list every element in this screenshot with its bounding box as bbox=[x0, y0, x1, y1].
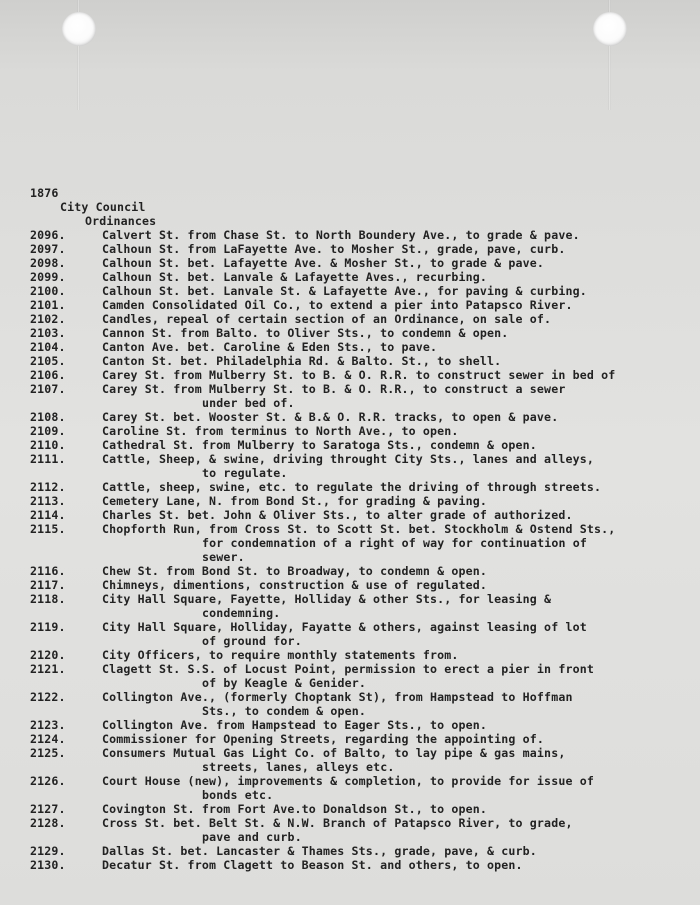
entry-row bbox=[30, 270, 692, 284]
entry-continuation-line: sewer. bbox=[202, 550, 245, 564]
entry-number: 2125. bbox=[30, 746, 66, 760]
entry-line: Carey St. from Mulberry St. to B. & O. R.R., to construct a sewer bbox=[102, 382, 566, 396]
entry-number: 2127. bbox=[30, 802, 66, 816]
entry-row bbox=[30, 578, 692, 592]
entry-number: 2113. bbox=[30, 494, 66, 508]
entry-row bbox=[30, 312, 692, 326]
entry-row bbox=[30, 746, 692, 774]
entry-row bbox=[30, 256, 692, 270]
entry-line: Cattle, sheep, swine, etc. to regulate the driving of through streets. bbox=[102, 480, 602, 494]
entry-row bbox=[30, 564, 692, 578]
entry-continuation-line: to regulate. bbox=[202, 466, 288, 480]
entry-number: 2098. bbox=[30, 256, 66, 270]
entry-line: Calvert St. from Chase St. to North Boundery Ave., to grade & pave. bbox=[102, 228, 580, 242]
entry-line: Covington St. from Fort Ave.to Donaldson St., to open. bbox=[102, 802, 488, 816]
entry-line: Calhoun St. bet. Lanvale St. & Lafayette Ave., for paving & curbing. bbox=[102, 284, 587, 298]
entry-number: 2100. bbox=[30, 284, 66, 298]
entry-line: Candles, repeal of certain section of an Ordinance, on sale of. bbox=[102, 312, 552, 326]
entry-number: 2116. bbox=[30, 564, 66, 578]
ordinance-index bbox=[30, 186, 692, 872]
entry-line: Cannon St. from Balto. to Oliver Sts., to condemn & open. bbox=[102, 326, 509, 340]
entry-number: 2121. bbox=[30, 662, 66, 676]
entry-row bbox=[30, 690, 692, 718]
entry-continuation-line: of by Keagle & Genider. bbox=[202, 676, 366, 690]
entry-line: Commissioner for Opening Streets, regarding the appointing of. bbox=[102, 732, 545, 746]
entry-text bbox=[102, 228, 692, 242]
entry-text bbox=[102, 802, 692, 816]
entry-text bbox=[102, 578, 692, 592]
entry-text bbox=[102, 480, 692, 494]
entry-number: 2109. bbox=[30, 424, 66, 438]
entry-number: 2120. bbox=[30, 648, 66, 662]
ordinances-heading: Ordinances bbox=[85, 214, 157, 228]
entry-row bbox=[30, 620, 692, 648]
year-heading: 1876 bbox=[30, 186, 59, 200]
entry-line: Chopforth Run, from Cross St. to Scott St. bet. Stockholm & Ostend Sts., bbox=[102, 522, 616, 536]
entry-line: Carey St. from Mulberry St. to B. & O. R.R. to construct sewer in bed of bbox=[102, 368, 616, 382]
entry-text bbox=[102, 858, 692, 872]
entry-line: Dallas St. bet. Lancaster & Thames Sts., grade, pave, & curb. bbox=[102, 844, 537, 858]
entry-number: 2110. bbox=[30, 438, 66, 452]
entry-line: Collington Ave. from Hampstead to Eager Sts., to open. bbox=[102, 718, 488, 732]
entry-number: 2097. bbox=[30, 242, 66, 256]
entry-line: Calhoun St. from LaFayette Ave. to Mosher St., grade, pave, curb. bbox=[102, 242, 566, 256]
entry-text bbox=[102, 648, 692, 662]
entry-number: 2130. bbox=[30, 858, 66, 872]
entry-line: Court House (new), improvements & completion, to provide for issue of bbox=[102, 774, 594, 788]
entry-row bbox=[30, 298, 692, 312]
entry-row bbox=[30, 844, 692, 858]
entry-row bbox=[30, 802, 692, 816]
entry-continuation-line: of ground for. bbox=[202, 634, 302, 648]
entry-line: Consumers Mutual Gas Light Co. of Balto, to lay pipe & gas mains, bbox=[102, 746, 566, 760]
entry-number: 2124. bbox=[30, 732, 66, 746]
entry-line: Cross St. bet. Belt St. & N.W. Branch of Patapsco River, to grade, bbox=[102, 816, 573, 830]
entry-line: City Officers, to require monthly statements from. bbox=[102, 648, 459, 662]
entry-number: 2114. bbox=[30, 508, 66, 522]
entry-text bbox=[102, 368, 692, 382]
entry-line: Decatur St. from Clagett to Beason St. and others, to open. bbox=[102, 858, 523, 872]
entry-number: 2123. bbox=[30, 718, 66, 732]
entry-continuation-line: condemning. bbox=[202, 606, 281, 620]
entry-line: Clagett St. S.S. of Locust Point, permission to erect a pier in front bbox=[102, 662, 594, 676]
entry-line: Cathedral St. from Mulberry to Saratoga Sts., condemn & open. bbox=[102, 438, 537, 452]
entry-line: Canton St. bet. Philadelphia Rd. & Balto. St., to shell. bbox=[102, 354, 502, 368]
entry-row bbox=[30, 522, 692, 564]
entry-continuation-line: streets, lanes, alleys etc. bbox=[202, 760, 395, 774]
entry-number: 2108. bbox=[30, 410, 66, 424]
entry-row bbox=[30, 424, 692, 438]
entry-row bbox=[30, 648, 692, 662]
entry-text bbox=[102, 844, 692, 858]
entry-row bbox=[30, 228, 692, 242]
entry-text bbox=[102, 340, 692, 354]
entry-line: Chimneys, dimentions, construction & use of regulated. bbox=[102, 578, 488, 592]
entry-text bbox=[102, 620, 692, 648]
entry-text bbox=[102, 816, 692, 844]
entry-text bbox=[102, 592, 692, 620]
entry-text bbox=[102, 438, 692, 452]
entry-row bbox=[30, 382, 692, 410]
entry-row bbox=[30, 592, 692, 620]
entry-row bbox=[30, 494, 692, 508]
entry-number: 2104. bbox=[30, 340, 66, 354]
entry-text bbox=[102, 298, 692, 312]
entry-number: 2118. bbox=[30, 592, 66, 606]
entry-text bbox=[102, 732, 692, 746]
entry-row bbox=[30, 242, 692, 256]
council-heading: City Council bbox=[60, 200, 146, 214]
entry-line: Carey St. bet. Wooster St. & B.& O. R.R. tracks, to open & pave. bbox=[102, 410, 559, 424]
entry-text bbox=[102, 690, 692, 718]
entry-row bbox=[30, 284, 692, 298]
entry-text bbox=[102, 662, 692, 690]
entry-number: 2128. bbox=[30, 816, 66, 830]
entry-row bbox=[30, 340, 692, 354]
punch-hole-left bbox=[62, 12, 96, 46]
entry-row bbox=[30, 732, 692, 746]
entry-line: Camden Consolidated Oil Co., to extend a pier into Patapsco River. bbox=[102, 298, 573, 312]
punch-hole-right bbox=[593, 12, 627, 46]
entry-continuation-line: for condemnation of a right of way for continuation of bbox=[202, 536, 588, 550]
entry-number: 2106. bbox=[30, 368, 66, 382]
entry-line: City Hall Square, Holliday, Fayatte & others, against leasing of lot bbox=[102, 620, 587, 634]
entry-continuation-line: pave and curb. bbox=[202, 830, 302, 844]
entry-number: 2122. bbox=[30, 690, 66, 704]
entry-number: 2112. bbox=[30, 480, 66, 494]
entry-text bbox=[102, 382, 692, 410]
entry-number: 2107. bbox=[30, 382, 66, 396]
entry-line: Charles St. bet. John & Oliver Sts., to alter grade of authorized. bbox=[102, 508, 573, 522]
entry-text bbox=[102, 424, 692, 438]
entry-text bbox=[102, 746, 692, 774]
entry-text bbox=[102, 452, 692, 480]
entry-row bbox=[30, 326, 692, 340]
entry-line: Calhoun St. bet. Lanvale & Lafayette Aves., recurbing. bbox=[102, 270, 488, 284]
entry-number: 2129. bbox=[30, 844, 66, 858]
entry-row bbox=[30, 480, 692, 494]
entry-row bbox=[30, 718, 692, 732]
entry-row bbox=[30, 354, 692, 368]
entry-continuation-line: under bed of. bbox=[202, 396, 295, 410]
entry-text bbox=[102, 256, 692, 270]
entry-text bbox=[102, 312, 692, 326]
entry-number: 2099. bbox=[30, 270, 66, 284]
entry-row bbox=[30, 774, 692, 802]
entry-text bbox=[102, 494, 692, 508]
entry-number: 2101. bbox=[30, 298, 66, 312]
entry-number: 2119. bbox=[30, 620, 66, 634]
entry-row bbox=[30, 662, 692, 690]
entry-line: City Hall Square, Fayette, Holliday & other Sts., for leasing & bbox=[102, 592, 552, 606]
entry-number: 2096. bbox=[30, 228, 66, 242]
entry-number: 2126. bbox=[30, 774, 66, 788]
entry-line: Caroline St. from terminus to North Ave., to open. bbox=[102, 424, 459, 438]
entry-row bbox=[30, 508, 692, 522]
entry-text bbox=[102, 508, 692, 522]
entry-number: 2102. bbox=[30, 312, 66, 326]
entry-text bbox=[102, 354, 692, 368]
entry-line: Cattle, Sheep, & swine, driving throught City Sts., lanes and alleys, bbox=[102, 452, 594, 466]
entry-text bbox=[102, 522, 692, 564]
entry-number: 2115. bbox=[30, 522, 66, 536]
entry-line: Cemetery Lane, N. from Bond St., for grading & paving. bbox=[102, 494, 488, 508]
entry-number: 2111. bbox=[30, 452, 66, 466]
entry-text bbox=[102, 326, 692, 340]
entry-number: 2103. bbox=[30, 326, 66, 340]
entry-row bbox=[30, 410, 692, 424]
entry-row bbox=[30, 368, 692, 382]
entry-number: 2117. bbox=[30, 578, 66, 592]
entry-text bbox=[102, 270, 692, 284]
entry-text bbox=[102, 242, 692, 256]
entry-line: Canton Ave. bet. Caroline & Eden Sts., to pave. bbox=[102, 340, 438, 354]
entry-row bbox=[30, 438, 692, 452]
entry-row bbox=[30, 858, 692, 872]
entry-line: Calhoun St. bet. Lafayette Ave. & Mosher St., to grade & pave. bbox=[102, 256, 545, 270]
entry-text bbox=[102, 410, 692, 424]
entry-row bbox=[30, 816, 692, 844]
entry-text bbox=[102, 284, 692, 298]
entry-list bbox=[30, 228, 692, 872]
entry-line: Chew St. from Bond St. to Broadway, to condemn & open. bbox=[102, 564, 488, 578]
entry-number: 2105. bbox=[30, 354, 66, 368]
entry-text bbox=[102, 564, 692, 578]
entry-text bbox=[102, 718, 692, 732]
entry-row bbox=[30, 452, 692, 480]
entry-text bbox=[102, 774, 692, 802]
entry-continuation-line: bonds etc. bbox=[202, 788, 274, 802]
entry-line: Collington Ave., (formerly Choptank St), from Hampstead to Hoffman bbox=[102, 690, 573, 704]
entry-continuation-line: Sts., to condem & open. bbox=[202, 704, 366, 718]
